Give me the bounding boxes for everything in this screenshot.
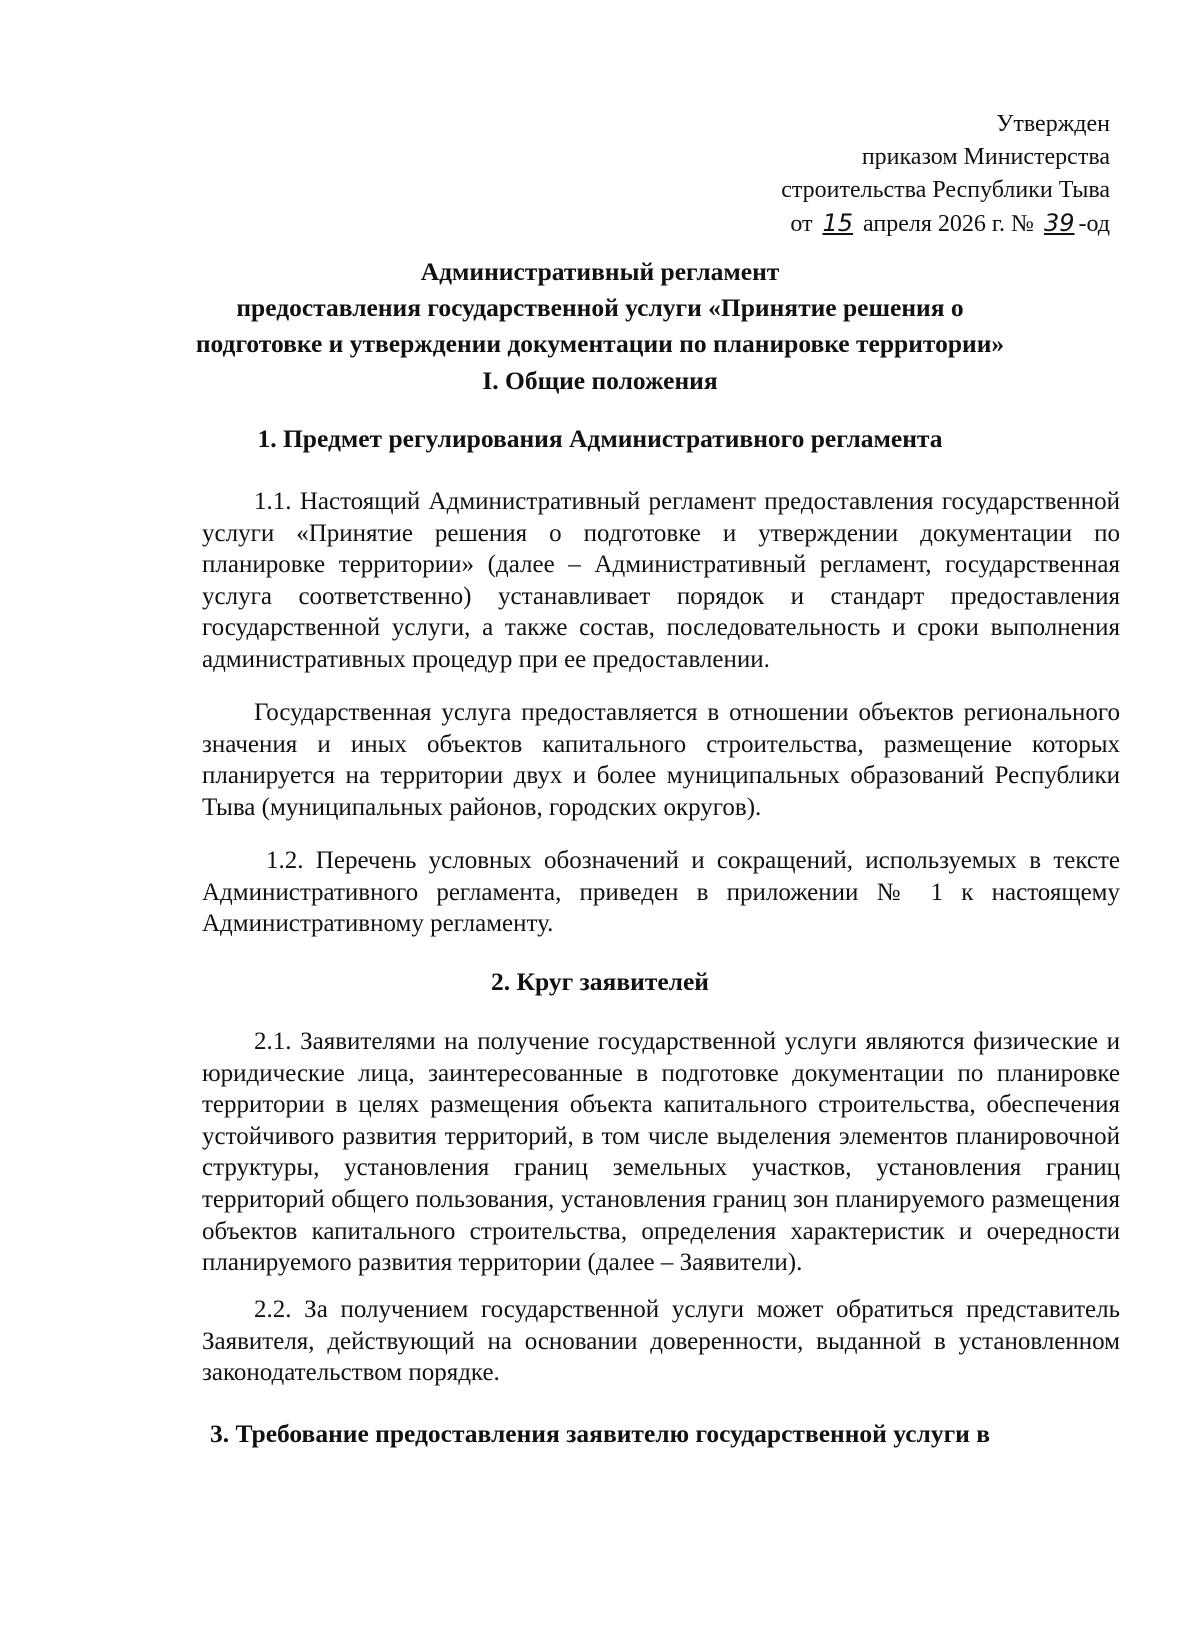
approval-line-2: приказом Министерства [861, 144, 1110, 170]
title-line-1: Административный регламент [420, 257, 780, 286]
approval-day-handwritten: 15 [822, 209, 854, 237]
paragraph-1-2: 1.2. Перечень условных обозначений и сокращений, используемых в тексте Административного регламента, приведен в приложении № 1 к настоящему Административному регламенту. [202, 847, 1120, 938]
paragraph-2-1: 2.1. Заявителями на получение государственной услуги являются физические и юридические лица, заинтересованные в подготовке документации по планировке территории в целях размещения объекта капитального строительства, обеспечения устойчивого развития территорий, в том числе выделения элементов планировочной структуры, установления границ земельных участков, установления границ территорий общего пользования, установления границ зон планируемого размещения объектов капитального строительства, определения характеристик и очередности планируемого развития территории (далее – Заявители). [202, 1028, 1120, 1277]
paragraph-2-2: 2.2. За получением государственной услуги может обратиться представитель Заявителя, действующий на основании доверенности, выданной в установленном законодательством порядке. [202, 1296, 1120, 1387]
approval-date-prefix: от [790, 211, 813, 237]
approval-date-suffix: -од [1078, 211, 1110, 237]
approval-date-middle: апреля 2026 г. № [863, 211, 1034, 237]
document-title [140, 254, 1060, 362]
approval-stamp-block [781, 108, 1110, 241]
title-line-3: подготовке и утверждении документации по планировке территории» [195, 329, 1005, 358]
paragraph-1-1-continued: Государственная услуга предоставляется в отношении объектов регионального значения и иных объектов капитального строительства, размещение которых планируется на территории двух и более муниципальных образований Республики Тыва (муниципальных районов, городских округов). [202, 699, 1120, 821]
approval-date-line [781, 207, 1110, 241]
subsection-3-heading: 3. Требование предоставления заявителю государственной услуги в [209, 1419, 990, 1448]
approval-number-handwritten: 39 [1043, 209, 1075, 237]
paragraph-1-1: 1.1. Настоящий Административный регламент предоставления государственной услуги «Принятие решения о подготовке и утверждении документации по планировке территории» (далее – Административный регламент, государственная услуга соответственно) устанавливает порядок и стандарт предоставления государственной услуги, а также состав, последовательность и сроки выполнения административных процедур при ее предоставлении. [202, 488, 1120, 673]
approval-line-1: Утвержден [996, 111, 1110, 137]
title-line-2: предоставления государственной услуги «Принятие решения о [236, 293, 964, 322]
section-1-heading: I. Общие положения [482, 366, 718, 395]
subsection-1-heading: 1. Предмет регулирования Административного регламента [257, 424, 943, 453]
approval-line-3: строительства Республики Тыва [781, 177, 1110, 203]
subsection-2-heading: 2. Круг заявителей [491, 967, 709, 996]
